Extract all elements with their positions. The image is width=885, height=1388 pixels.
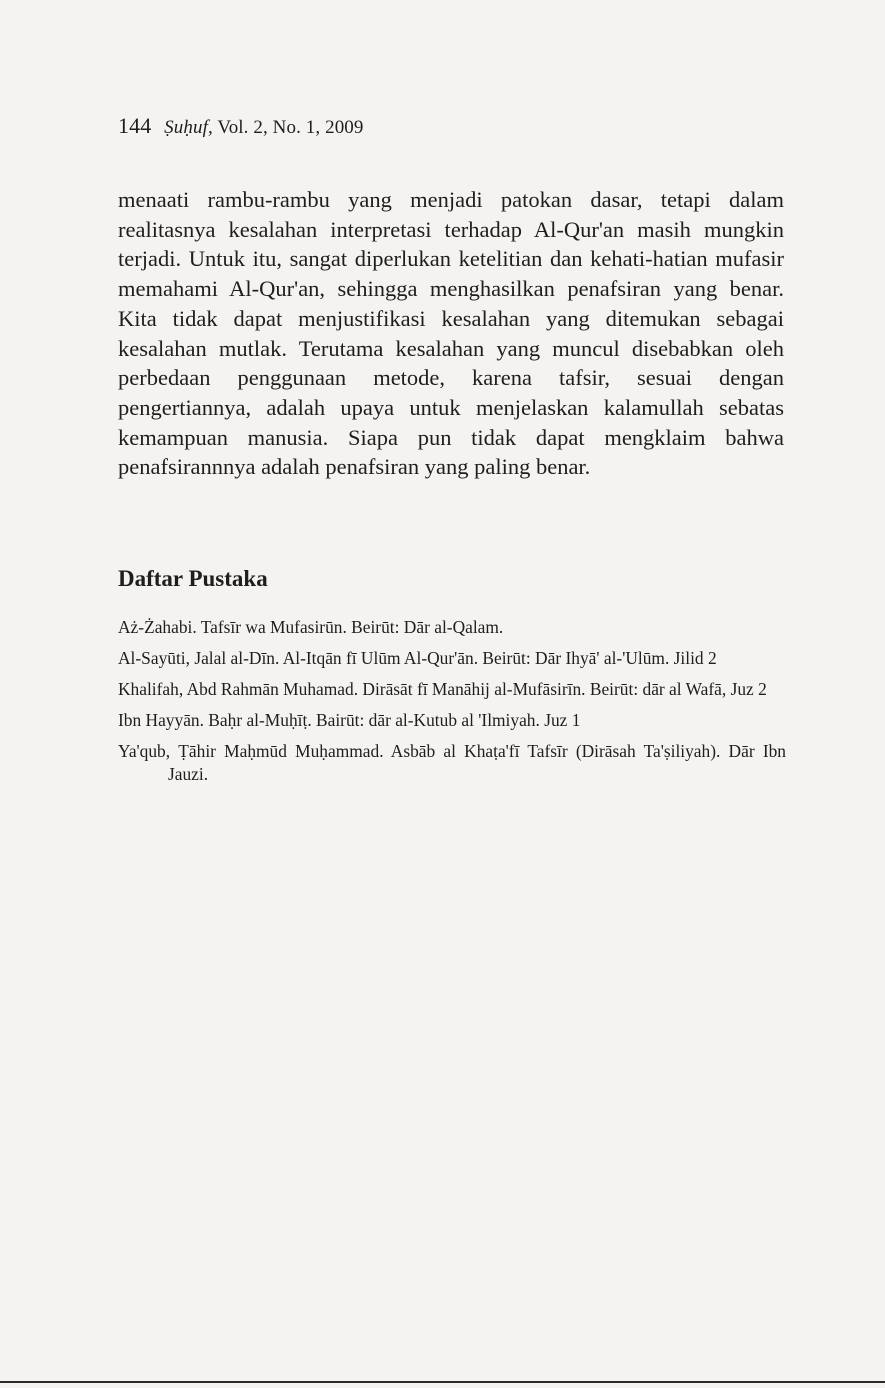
page-number: 144	[118, 113, 152, 138]
running-header	[118, 113, 364, 139]
reference-item: Aż-Żahabi. Tafsīr wa Mufasirūn. Beirūt: Dār al-Qalam.	[118, 617, 504, 637]
page-edge-line	[0, 1381, 885, 1383]
reference-item: Ibn Hayyān. Baḥr al-Muḥīṭ. Bairūt: dār al-Kutub al 'Ilmiyah. Juz 1	[118, 710, 581, 731]
body-paragraph: menaati rambu-rambu yang menjadi patokan dasar, tetapi dalam realitasnya kesalahan interpretasi terhadap Al-Qur'an masih mungkin terjadi. Untuk itu, sangat diperlukan ketelitian dan kehati-hatian mufasir memahami Al-Qur'an, sehingga menghasilkan penafsiran yang benar. Kita tidak dapat menjustifikasi kesalahan yang ditemukan sebagai kesalahan mutlak. Terutama kesalahan yang muncul disebabkan oleh perbedaan penggunaan metode, karena tafsir, sesuai dengan pengertiannya, adalah upaya untuk menjelaskan kalamullah sebatas kemampuan manusia. Siapa pun tidak dapat mengklaim bahwa penafsirannnya adalah penafsiran yang paling benar.	[118, 187, 784, 480]
journal-title: Ṣuḥuf,	[164, 117, 213, 138]
references-heading: Daftar Pustaka	[118, 566, 268, 591]
reference-list	[118, 616, 786, 794]
reference-item: Al-Sayūti, Jalal al-Dīn. Al-Itqān fī Ulūm Al-Qur'ān. Beirūt: Dār Ihyā' al-'Ulūm. Jilid 2	[118, 648, 717, 669]
reference-item: Khalifah, Abd Rahmān Muhamad. Dirāsāt fī Manāhij al-Mufāsirīn. Beirūt: dār al Wafā, Juz 2	[118, 679, 767, 700]
journal-issue: Vol. 2, No. 1, 2009	[217, 117, 364, 138]
reference-item: Ya'qub, Ṭāhir Maḥmūd Muḥammad. Asbāb al Khaṭa'fī Tafsīr (Dirāsah Ta'ṣiliyah). Dār Ibn Jauzi.	[118, 741, 786, 784]
